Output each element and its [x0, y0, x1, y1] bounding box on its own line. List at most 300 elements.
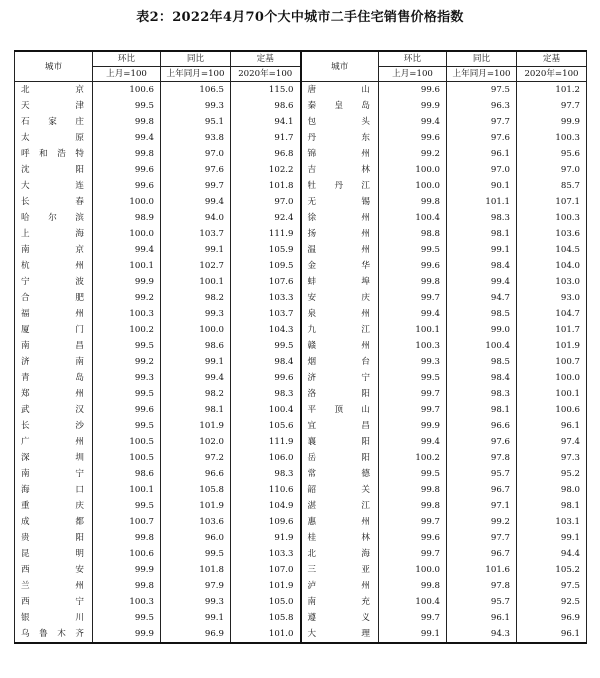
right-mom-value: 98.8 — [379, 226, 447, 242]
right-mom-value: 99.3 — [379, 354, 447, 370]
right-city-name: 蚌埠 — [301, 274, 379, 290]
right-mom-value: 99.7 — [379, 386, 447, 402]
table-row — [15, 354, 587, 370]
left-fixed-value: 98.4 — [231, 354, 301, 370]
left-mom-value: 99.5 — [93, 98, 161, 114]
left-mom-value: 100.2 — [93, 322, 161, 338]
table-row — [15, 258, 587, 274]
table-row — [15, 482, 587, 498]
right-yoy-value: 96.6 — [447, 418, 517, 434]
left-mom-value: 99.5 — [93, 338, 161, 354]
right-city-name: 宜昌 — [301, 418, 379, 434]
left-yoy-value: 105.8 — [161, 482, 231, 498]
right-city-name: 三亚 — [301, 562, 379, 578]
table-row — [15, 594, 587, 610]
right-mom-value: 99.2 — [379, 146, 447, 162]
right-fixed-value: 92.5 — [517, 594, 587, 610]
left-yoy-value: 100.0 — [161, 322, 231, 338]
left-fixed-value: 100.4 — [231, 402, 301, 418]
right-city-name: 温州 — [301, 242, 379, 258]
left-fixed-value: 107.0 — [231, 562, 301, 578]
right-yoy-value: 94.7 — [447, 290, 517, 306]
left-fixed-value: 109.5 — [231, 258, 301, 274]
right-fixed-value: 99.1 — [517, 530, 587, 546]
left-city-name: 杭州 — [15, 258, 93, 274]
right-mom-value: 100.0 — [379, 562, 447, 578]
table-title: 表2：2022年4月70个大中城市二手住宅销售价格指数 — [136, 10, 464, 25]
left-mom-value: 100.0 — [93, 226, 161, 242]
header-mom-base-right: 上月=100 — [379, 67, 447, 82]
right-city-name: 惠州 — [301, 514, 379, 530]
right-fixed-value: 96.9 — [517, 610, 587, 626]
left-city-name: 深圳 — [15, 450, 93, 466]
right-fixed-value: 100.0 — [517, 370, 587, 386]
left-fixed-value: 109.6 — [231, 514, 301, 530]
table-row — [15, 514, 587, 530]
table-row — [15, 402, 587, 418]
left-yoy-value: 99.5 — [161, 546, 231, 562]
left-yoy-value: 97.2 — [161, 450, 231, 466]
right-yoy-value: 95.7 — [447, 594, 517, 610]
right-city-name: 扬州 — [301, 226, 379, 242]
header-mom-left: 环比 — [93, 51, 161, 67]
left-fixed-value: 102.2 — [231, 162, 301, 178]
left-fixed-value: 105.8 — [231, 610, 301, 626]
left-yoy-value: 95.1 — [161, 114, 231, 130]
right-yoy-value: 96.7 — [447, 482, 517, 498]
right-fixed-value: 105.2 — [517, 562, 587, 578]
left-city-name: 郑州 — [15, 386, 93, 402]
right-yoy-value: 98.1 — [447, 226, 517, 242]
left-city-name: 北京 — [15, 82, 93, 99]
left-fixed-value: 104.9 — [231, 498, 301, 514]
right-yoy-value: 98.4 — [447, 258, 517, 274]
left-city-name: 福州 — [15, 306, 93, 322]
left-city-name: 广州 — [15, 434, 93, 450]
left-fixed-value: 92.4 — [231, 210, 301, 226]
right-mom-value: 99.8 — [379, 194, 447, 210]
left-mom-value: 100.6 — [93, 546, 161, 562]
right-mom-value: 100.2 — [379, 450, 447, 466]
table-row — [15, 450, 587, 466]
left-city-name: 武汉 — [15, 402, 93, 418]
right-city-name: 泉州 — [301, 306, 379, 322]
right-fixed-value: 95.2 — [517, 466, 587, 482]
right-yoy-value: 97.8 — [447, 450, 517, 466]
right-city-name: 金华 — [301, 258, 379, 274]
right-mom-value: 99.7 — [379, 514, 447, 530]
right-fixed-value: 100.3 — [517, 210, 587, 226]
table-row — [15, 530, 587, 546]
left-city-name: 银川 — [15, 610, 93, 626]
right-yoy-value: 101.6 — [447, 562, 517, 578]
left-mom-value: 98.9 — [93, 210, 161, 226]
right-city-name: 牡丹江 — [301, 178, 379, 194]
left-fixed-value: 101.9 — [231, 578, 301, 594]
left-city-name: 大连 — [15, 178, 93, 194]
table-row — [15, 322, 587, 338]
right-fixed-value: 97.5 — [517, 578, 587, 594]
right-mom-value: 99.1 — [379, 626, 447, 643]
table-row — [15, 242, 587, 258]
left-yoy-value: 99.4 — [161, 194, 231, 210]
right-yoy-value: 97.0 — [447, 162, 517, 178]
left-mom-value: 100.5 — [93, 434, 161, 450]
header-fixed-right: 定基 — [517, 51, 587, 67]
left-fixed-value: 91.9 — [231, 530, 301, 546]
left-yoy-value: 101.8 — [161, 562, 231, 578]
left-city-name: 海口 — [15, 482, 93, 498]
left-city-name: 天津 — [15, 98, 93, 114]
right-fixed-value: 104.0 — [517, 258, 587, 274]
left-city-name: 南昌 — [15, 338, 93, 354]
left-fixed-value: 101.8 — [231, 178, 301, 194]
left-fixed-value: 107.6 — [231, 274, 301, 290]
left-city-name: 合肥 — [15, 290, 93, 306]
left-city-name: 呼和浩特 — [15, 146, 93, 162]
right-city-name: 襄阳 — [301, 434, 379, 450]
right-fixed-value: 99.9 — [517, 114, 587, 130]
right-mom-value: 100.4 — [379, 210, 447, 226]
right-fixed-value: 93.0 — [517, 290, 587, 306]
right-mom-value: 99.4 — [379, 306, 447, 322]
right-yoy-value: 96.3 — [447, 98, 517, 114]
left-mom-value: 99.9 — [93, 562, 161, 578]
right-city-name: 无锡 — [301, 194, 379, 210]
left-yoy-value: 98.2 — [161, 290, 231, 306]
left-mom-value: 99.5 — [93, 386, 161, 402]
table-row — [15, 386, 587, 402]
header-city-right: 城市 — [301, 51, 379, 82]
table-row — [15, 114, 587, 130]
table-row — [15, 130, 587, 146]
header-mom-base-left: 上月=100 — [93, 67, 161, 82]
right-fixed-value: 103.0 — [517, 274, 587, 290]
left-city-name: 哈尔滨 — [15, 210, 93, 226]
left-city-name: 重庆 — [15, 498, 93, 514]
right-city-name: 泸州 — [301, 578, 379, 594]
right-city-name: 湛江 — [301, 498, 379, 514]
left-yoy-value: 98.2 — [161, 386, 231, 402]
left-city-name: 昆明 — [15, 546, 93, 562]
table-row — [15, 578, 587, 594]
left-fixed-value: 111.9 — [231, 226, 301, 242]
left-city-name: 南宁 — [15, 466, 93, 482]
right-city-name: 秦皇岛 — [301, 98, 379, 114]
right-fixed-value: 101.2 — [517, 82, 587, 99]
right-city-name: 大理 — [301, 626, 379, 643]
right-city-name: 安庆 — [301, 290, 379, 306]
right-mom-value: 99.5 — [379, 466, 447, 482]
right-yoy-value: 97.5 — [447, 82, 517, 99]
left-city-name: 济南 — [15, 354, 93, 370]
right-mom-value: 99.8 — [379, 482, 447, 498]
left-city-name: 西安 — [15, 562, 93, 578]
left-city-name: 南京 — [15, 242, 93, 258]
right-fixed-value: 95.6 — [517, 146, 587, 162]
left-yoy-value: 99.3 — [161, 98, 231, 114]
left-city-name: 上海 — [15, 226, 93, 242]
left-city-name: 青岛 — [15, 370, 93, 386]
left-fixed-value: 105.0 — [231, 594, 301, 610]
right-city-name: 吉林 — [301, 162, 379, 178]
right-fixed-value: 100.7 — [517, 354, 587, 370]
table-row — [15, 338, 587, 354]
left-yoy-value: 97.0 — [161, 146, 231, 162]
left-mom-value: 99.5 — [93, 498, 161, 514]
left-yoy-value: 101.9 — [161, 418, 231, 434]
left-fixed-value: 97.0 — [231, 194, 301, 210]
left-yoy-value: 96.6 — [161, 466, 231, 482]
right-fixed-value: 101.7 — [517, 322, 587, 338]
right-fixed-value: 103.1 — [517, 514, 587, 530]
left-city-name: 沈阳 — [15, 162, 93, 178]
left-mom-value: 99.9 — [93, 274, 161, 290]
table-row — [15, 162, 587, 178]
right-yoy-value: 98.4 — [447, 370, 517, 386]
right-mom-value: 99.9 — [379, 98, 447, 114]
right-city-name: 洛阳 — [301, 386, 379, 402]
header-mom-right: 环比 — [379, 51, 447, 67]
left-mom-value: 99.4 — [93, 242, 161, 258]
left-fixed-value: 101.0 — [231, 626, 301, 643]
right-mom-value: 99.7 — [379, 290, 447, 306]
left-mom-value: 99.5 — [93, 610, 161, 626]
header-city-left: 城市 — [15, 51, 93, 82]
left-city-name: 成都 — [15, 514, 93, 530]
table-row — [15, 210, 587, 226]
right-mom-value: 99.4 — [379, 114, 447, 130]
left-mom-value: 100.3 — [93, 306, 161, 322]
right-yoy-value: 99.0 — [447, 322, 517, 338]
left-city-name: 太原 — [15, 130, 93, 146]
table-row — [15, 370, 587, 386]
left-yoy-value: 99.3 — [161, 306, 231, 322]
right-mom-value: 99.5 — [379, 242, 447, 258]
left-mom-value: 99.9 — [93, 626, 161, 643]
right-city-name: 南充 — [301, 594, 379, 610]
left-fixed-value: 96.8 — [231, 146, 301, 162]
right-city-name: 常德 — [301, 466, 379, 482]
right-yoy-value: 97.7 — [447, 114, 517, 130]
left-yoy-value: 98.6 — [161, 338, 231, 354]
right-yoy-value: 96.1 — [447, 610, 517, 626]
right-mom-value: 99.7 — [379, 402, 447, 418]
header-fixed-base-right: 2020年=100 — [517, 67, 587, 82]
left-yoy-value: 103.6 — [161, 514, 231, 530]
left-fixed-value: 104.3 — [231, 322, 301, 338]
left-city-name: 兰州 — [15, 578, 93, 594]
right-fixed-value: 98.0 — [517, 482, 587, 498]
left-mom-value: 100.5 — [93, 450, 161, 466]
left-yoy-value: 99.3 — [161, 594, 231, 610]
right-mom-value: 100.1 — [379, 322, 447, 338]
header-fixed-base-left: 2020年=100 — [231, 67, 301, 82]
header-yoy-left: 同比 — [161, 51, 231, 67]
right-mom-value: 99.8 — [379, 498, 447, 514]
left-mom-value: 99.8 — [93, 578, 161, 594]
left-fixed-value: 111.9 — [231, 434, 301, 450]
right-yoy-value: 98.1 — [447, 402, 517, 418]
right-mom-value: 100.3 — [379, 338, 447, 354]
table-row — [15, 178, 587, 194]
left-yoy-value: 99.1 — [161, 354, 231, 370]
right-fixed-value: 103.6 — [517, 226, 587, 242]
left-mom-value: 99.8 — [93, 114, 161, 130]
left-yoy-value: 99.1 — [161, 610, 231, 626]
left-city-name: 宁波 — [15, 274, 93, 290]
left-fixed-value: 105.9 — [231, 242, 301, 258]
right-yoy-value: 97.8 — [447, 578, 517, 594]
right-mom-value: 99.6 — [379, 130, 447, 146]
left-fixed-value: 103.3 — [231, 290, 301, 306]
left-mom-value: 98.6 — [93, 466, 161, 482]
right-mom-value: 99.8 — [379, 578, 447, 594]
right-city-name: 北海 — [301, 546, 379, 562]
right-mom-value: 99.9 — [379, 418, 447, 434]
left-yoy-value: 97.6 — [161, 162, 231, 178]
right-fixed-value: 97.0 — [517, 162, 587, 178]
table-row — [15, 226, 587, 242]
left-mom-value: 99.2 — [93, 290, 161, 306]
header-yoy-right: 同比 — [447, 51, 517, 67]
left-city-name: 西宁 — [15, 594, 93, 610]
left-mom-value: 99.8 — [93, 146, 161, 162]
left-mom-value: 100.1 — [93, 482, 161, 498]
table-row — [15, 98, 587, 114]
left-mom-value: 99.6 — [93, 402, 161, 418]
right-mom-value: 99.7 — [379, 546, 447, 562]
left-mom-value: 99.3 — [93, 370, 161, 386]
left-mom-value: 99.6 — [93, 178, 161, 194]
right-fixed-value: 96.1 — [517, 626, 587, 643]
table-row — [15, 498, 587, 514]
right-yoy-value: 98.5 — [447, 306, 517, 322]
right-city-name: 岳阳 — [301, 450, 379, 466]
left-yoy-value: 96.9 — [161, 626, 231, 643]
left-fixed-value: 91.7 — [231, 130, 301, 146]
table-row — [15, 274, 587, 290]
left-city-name: 乌鲁木齐 — [15, 626, 93, 643]
right-city-name: 徐州 — [301, 210, 379, 226]
left-fixed-value: 106.0 — [231, 450, 301, 466]
left-fixed-value: 115.0 — [231, 82, 301, 99]
right-fixed-value: 107.1 — [517, 194, 587, 210]
right-yoy-value: 97.6 — [447, 434, 517, 450]
left-yoy-value: 97.9 — [161, 578, 231, 594]
right-fixed-value: 98.1 — [517, 498, 587, 514]
left-mom-value: 99.2 — [93, 354, 161, 370]
left-fixed-value: 99.6 — [231, 370, 301, 386]
left-fixed-value: 99.5 — [231, 338, 301, 354]
right-yoy-value: 101.1 — [447, 194, 517, 210]
right-city-name: 烟台 — [301, 354, 379, 370]
right-yoy-value: 96.7 — [447, 546, 517, 562]
left-yoy-value: 99.1 — [161, 242, 231, 258]
right-mom-value: 99.7 — [379, 610, 447, 626]
left-mom-value: 99.5 — [93, 418, 161, 434]
right-mom-value: 100.0 — [379, 162, 447, 178]
right-city-name: 桂林 — [301, 530, 379, 546]
left-mom-value: 99.4 — [93, 130, 161, 146]
right-city-name: 韶关 — [301, 482, 379, 498]
header-yoy-base-left: 上年同月=100 — [161, 67, 231, 82]
table-row — [15, 546, 587, 562]
left-mom-value: 100.3 — [93, 594, 161, 610]
table-row — [15, 290, 587, 306]
left-yoy-value: 99.7 — [161, 178, 231, 194]
left-yoy-value: 94.0 — [161, 210, 231, 226]
left-yoy-value: 100.1 — [161, 274, 231, 290]
left-yoy-value: 102.0 — [161, 434, 231, 450]
table-row — [15, 194, 587, 210]
left-mom-value: 100.7 — [93, 514, 161, 530]
table-row — [15, 610, 587, 626]
right-mom-value: 99.6 — [379, 82, 447, 99]
left-fixed-value: 98.3 — [231, 466, 301, 482]
left-fixed-value: 94.1 — [231, 114, 301, 130]
right-yoy-value: 97.6 — [447, 130, 517, 146]
table-row — [15, 418, 587, 434]
left-city-name: 厦门 — [15, 322, 93, 338]
left-yoy-value: 103.7 — [161, 226, 231, 242]
left-fixed-value: 103.7 — [231, 306, 301, 322]
left-fixed-value: 103.3 — [231, 546, 301, 562]
right-mom-value: 100.4 — [379, 594, 447, 610]
right-city-name: 丹东 — [301, 130, 379, 146]
left-yoy-value: 102.7 — [161, 258, 231, 274]
left-yoy-value: 106.5 — [161, 82, 231, 99]
right-yoy-value: 97.7 — [447, 530, 517, 546]
left-mom-value: 99.8 — [93, 530, 161, 546]
left-city-name: 石家庄 — [15, 114, 93, 130]
right-yoy-value: 98.3 — [447, 210, 517, 226]
right-yoy-value: 96.1 — [447, 146, 517, 162]
left-mom-value: 100.6 — [93, 82, 161, 99]
right-mom-value: 99.6 — [379, 530, 447, 546]
right-mom-value: 99.4 — [379, 434, 447, 450]
right-fixed-value: 104.5 — [517, 242, 587, 258]
right-fixed-value: 100.3 — [517, 130, 587, 146]
right-mom-value: 99.8 — [379, 274, 447, 290]
right-yoy-value: 95.7 — [447, 466, 517, 482]
right-yoy-value: 94.3 — [447, 626, 517, 643]
left-mom-value: 100.1 — [93, 258, 161, 274]
right-mom-value: 99.6 — [379, 258, 447, 274]
table-row — [15, 466, 587, 482]
right-yoy-value: 98.5 — [447, 354, 517, 370]
table-row — [15, 434, 587, 450]
left-fixed-value: 105.6 — [231, 418, 301, 434]
right-yoy-value: 90.1 — [447, 178, 517, 194]
right-mom-value: 100.0 — [379, 178, 447, 194]
left-mom-value: 99.6 — [93, 162, 161, 178]
right-city-name: 锦州 — [301, 146, 379, 162]
right-yoy-value: 99.2 — [447, 514, 517, 530]
left-yoy-value: 96.0 — [161, 530, 231, 546]
left-fixed-value: 98.3 — [231, 386, 301, 402]
right-city-name: 九江 — [301, 322, 379, 338]
right-yoy-value: 99.1 — [447, 242, 517, 258]
table-row — [15, 146, 587, 162]
table-row — [15, 82, 587, 99]
left-yoy-value: 101.9 — [161, 498, 231, 514]
right-yoy-value: 100.4 — [447, 338, 517, 354]
right-fixed-value: 97.3 — [517, 450, 587, 466]
right-fixed-value: 97.7 — [517, 98, 587, 114]
header-row-primary — [15, 51, 587, 67]
left-fixed-value: 98.6 — [231, 98, 301, 114]
